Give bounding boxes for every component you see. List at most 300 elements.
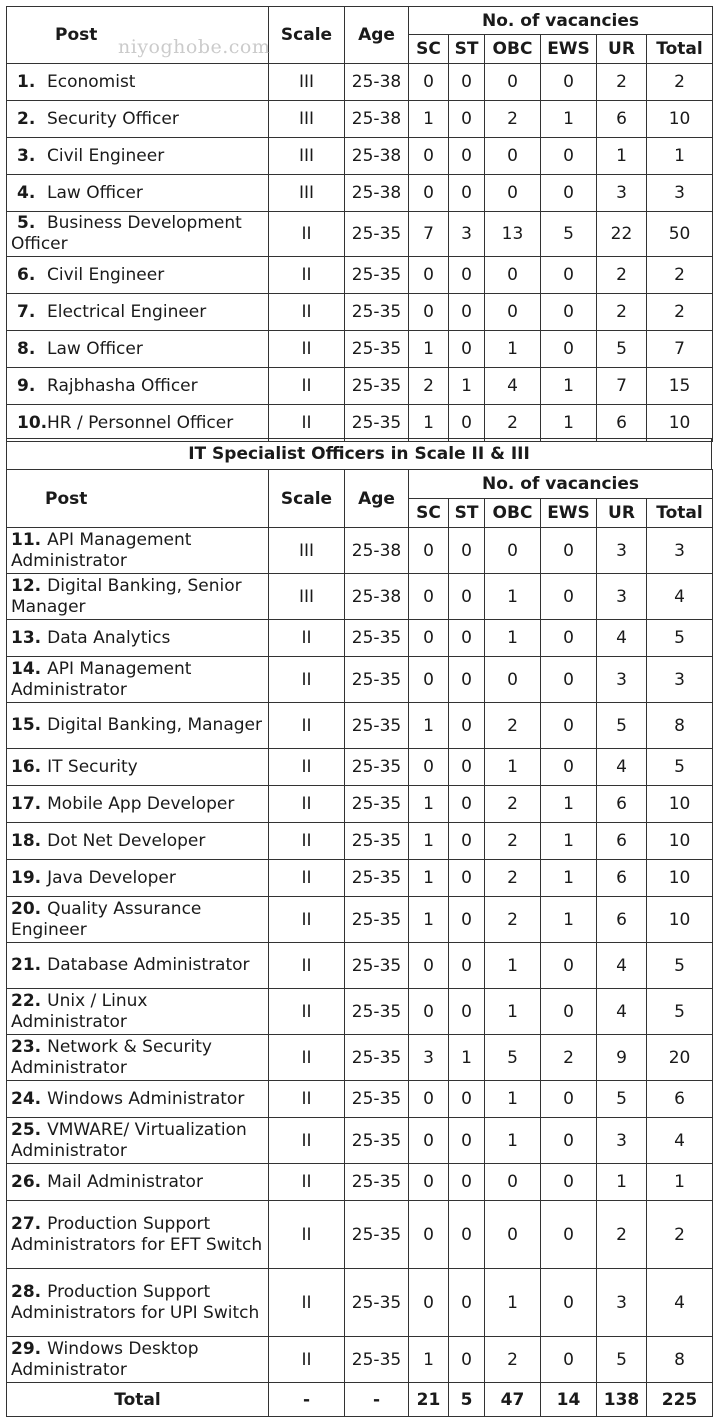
vacancy-cell: 1 [647,1164,713,1201]
post-cell [7,405,269,442]
vacancy-cell: 0 [449,138,485,175]
vacancy-cell: 9 [597,1035,647,1081]
post-name: Windows Desktop Administrator [11,1338,199,1380]
vacancy-cell: 4 [647,1269,713,1337]
table-row [7,294,713,331]
post-name: Quality Assurance Engineer [11,898,202,940]
vacancy-cell: 1 [597,138,647,175]
vacancy-cell: 10 [647,897,713,943]
post-name: Civil Engineer [47,264,165,285]
watermark: niyoghobe.com [118,36,271,58]
post-cell [7,368,269,405]
total-row [7,1383,713,1417]
vacancy-cell: 0 [449,405,485,442]
vacancy-cell: 2 [485,1337,541,1383]
age-cell: 25-35 [345,897,409,943]
age-cell: 25-35 [345,331,409,368]
scale-cell: II [269,897,345,943]
vacancy-cell: 1 [541,860,597,897]
vacancy-cell: 3 [647,657,713,703]
vacancy-cell: 0 [409,657,449,703]
header-category: ST [449,499,485,528]
post-cell [7,574,269,620]
vacancy-cell: 0 [449,257,485,294]
vacancy-cell: 0 [449,1081,485,1118]
table-row [7,1035,713,1081]
table-row [7,64,713,101]
vacancy-cell: 1 [409,860,449,897]
post-cell [7,786,269,823]
vacancy-cell: 4 [597,749,647,786]
total-vacancy-cell: 21 [409,1383,449,1417]
vacancy-cell: 1 [541,786,597,823]
age-cell: 25-35 [345,368,409,405]
vacancy-cell: 5 [597,703,647,749]
table-body [7,528,713,1383]
table-row [7,138,713,175]
vacancy-cell: 6 [647,1081,713,1118]
vacancy-cell: 0 [409,138,449,175]
vacancy-cell: 0 [409,943,449,989]
row-number: 14. [11,658,42,679]
vacancy-cell: 3 [597,1118,647,1164]
vacancy-cell: 0 [449,1164,485,1201]
total-vacancy-cell: 138 [597,1383,647,1417]
age-cell: 25-35 [345,1164,409,1201]
vacancy-cell: 0 [449,574,485,620]
vacancy-cell: 1 [485,1081,541,1118]
table-row [7,1118,713,1164]
vacancy-cell: 2 [647,64,713,101]
vacancy-cell: 1 [485,749,541,786]
total-vacancy-cell: 225 [647,1383,713,1417]
vacancy-cell: 0 [541,1201,597,1269]
row-number: 20. [11,898,42,919]
post-cell [7,989,269,1035]
post-cell [7,101,269,138]
age-cell: 25-38 [345,528,409,574]
post-name: Mail Administrator [47,1171,203,1192]
vacancy-cell: 1 [485,331,541,368]
vacancy-cell: 2 [409,368,449,405]
vacancy-cell: 0 [541,1118,597,1164]
vacancy-cell: 0 [485,175,541,212]
vacancy-cell: 2 [485,860,541,897]
post-cell [7,331,269,368]
header-age: Age [345,470,409,528]
header-category: Total [647,499,713,528]
post-name: API Management Administrator [11,529,192,571]
vacancy-cell: 1 [409,1337,449,1383]
section-title-table [6,438,712,470]
vacancy-cell: 1 [485,620,541,657]
vacancy-cell: 2 [485,703,541,749]
post-name: Security Officer [47,108,179,129]
vacancy-cell: 0 [449,943,485,989]
vacancy-cell: 0 [449,786,485,823]
row-number: 21. [11,955,42,975]
header-category: Total [647,35,713,64]
vacancy-cell: 0 [409,1081,449,1118]
scale-cell: II [269,1201,345,1269]
age-cell: 25-38 [345,101,409,138]
header-vacancies: No. of vacancies [409,470,713,499]
table-row [7,860,713,897]
vacancy-cell: 0 [485,64,541,101]
vacancy-cell: 0 [485,1201,541,1269]
row-number: 13. [11,627,42,648]
scale-cell: III [269,101,345,138]
scale-cell: III [269,528,345,574]
vacancy-cell: 1 [485,989,541,1035]
vacancy-cell: 0 [541,657,597,703]
post-cell [7,823,269,860]
vacancy-cell: 1 [409,786,449,823]
section-title: IT Specialist Officers in Scale II & III [7,439,712,470]
table-row [7,212,713,257]
scale-cell: II [269,657,345,703]
row-number: 5. [17,213,36,233]
age-cell: 25-35 [345,657,409,703]
post-cell [7,620,269,657]
post-name: Civil Engineer [47,145,165,166]
vacancy-cell: 2 [597,1201,647,1269]
vacancy-cell: 1 [449,1035,485,1081]
total-scale: - [269,1383,345,1417]
vacancy-cell: 3 [647,528,713,574]
vacancy-cell: 10 [647,405,713,442]
age-cell: 25-35 [345,294,409,331]
vacancy-cell: 1 [409,703,449,749]
age-cell: 25-35 [345,212,409,257]
post-cell [7,1337,269,1383]
vacancy-cell: 2 [485,823,541,860]
vacancy-cell: 3 [597,528,647,574]
table-row [7,101,713,138]
vacancy-cell: 0 [485,528,541,574]
scale-cell: II [269,620,345,657]
header-post: Post [7,7,269,64]
vacancy-cell: 20 [647,1035,713,1081]
vacancy-cell: 4 [597,620,647,657]
vacancy-cell: 0 [449,703,485,749]
header-category: SC [409,499,449,528]
row-number: 10. [17,412,48,433]
scale-cell: II [269,1164,345,1201]
vacancy-cell: 0 [541,331,597,368]
vacancy-cell: 0 [541,528,597,574]
vacancy-cell: 13 [485,212,541,257]
post-name: Production Support Administrators for UPI Switch [11,1281,260,1323]
vacancy-cell: 2 [647,257,713,294]
row-number: 27. [11,1213,42,1234]
post-cell [7,703,269,749]
vacancy-cell: 0 [449,331,485,368]
vacancy-cell: 0 [541,620,597,657]
vacancy-cell: 0 [485,657,541,703]
vacancy-cell: 0 [541,138,597,175]
vacancy-cell: 0 [449,989,485,1035]
header-category: UR [597,35,647,64]
scale-cell: II [269,405,345,442]
vacancy-cell: 0 [485,138,541,175]
row-number: 16. [11,756,42,777]
vacancy-cell: 0 [541,749,597,786]
scale-cell: II [269,749,345,786]
age-cell: 25-35 [345,860,409,897]
vacancy-cell: 1 [647,138,713,175]
post-cell [7,1081,269,1118]
table-row [7,823,713,860]
vacancy-cell: 1 [541,405,597,442]
header-category: OBC [485,499,541,528]
age-cell: 25-35 [345,1201,409,1269]
vacancy-cell: 10 [647,823,713,860]
table-row [7,257,713,294]
vacancy-cell: 3 [409,1035,449,1081]
vacancy-cell: 8 [647,1337,713,1383]
row-number: 4. [17,182,36,203]
row-number: 2. [17,108,36,129]
age-cell: 25-35 [345,823,409,860]
row-number: 29. [11,1338,42,1359]
header-category: UR [597,499,647,528]
post-name: Economist [47,71,136,92]
post-cell [7,1164,269,1201]
vacancy-cell: 4 [485,368,541,405]
post-name: Production Support Administrators for EFT Switch [11,1213,263,1255]
vacancy-cell: 0 [449,294,485,331]
post-name: Dot Net Developer [47,830,206,851]
post-cell [7,294,269,331]
vacancy-cell: 3 [597,574,647,620]
scale-cell: II [269,1118,345,1164]
vacancy-cell: 1 [409,101,449,138]
post-name: Electrical Engineer [47,301,207,322]
vacancy-cell: 2 [485,405,541,442]
header-category: ST [449,35,485,64]
vacancy-cell: 0 [409,989,449,1035]
table-row [7,331,713,368]
row-number: 9. [17,375,36,396]
row-number: 15. [11,715,42,735]
post-name: Digital Banking, Manager [47,715,262,735]
vacancy-cell: 0 [541,1081,597,1118]
vacancy-table-general [6,6,713,442]
table-row [7,1337,713,1383]
vacancy-cell: 0 [541,943,597,989]
post-cell [7,1201,269,1269]
header-category: EWS [541,35,597,64]
scale-cell: III [269,64,345,101]
post-cell [7,175,269,212]
header-scale: Scale [269,470,345,528]
post-name: API Management Administrator [11,658,192,700]
vacancy-cell: 0 [541,989,597,1035]
total-vacancy-cell: 47 [485,1383,541,1417]
vacancy-cell: 0 [409,175,449,212]
post-name: HR / Personnel Officer [47,412,234,433]
vacancy-cell: 3 [647,175,713,212]
scale-cell: II [269,257,345,294]
vacancy-cell: 1 [541,101,597,138]
vacancy-cell: 7 [597,368,647,405]
row-number: 19. [11,867,42,888]
scale-cell: II [269,1269,345,1337]
table-row [7,574,713,620]
vacancy-cell: 4 [597,943,647,989]
vacancy-cell: 1 [409,405,449,442]
vacancy-cell: 0 [449,823,485,860]
vacancy-cell: 5 [597,1081,647,1118]
scale-cell: II [269,212,345,257]
table-row [7,657,713,703]
vacancy-cell: 0 [449,64,485,101]
vacancy-cell: 0 [409,294,449,331]
age-cell: 25-35 [345,1118,409,1164]
vacancy-cell: 0 [485,1164,541,1201]
row-number: 23. [11,1036,42,1057]
vacancy-cell: 0 [541,703,597,749]
table-row [7,405,713,442]
vacancy-cell: 3 [597,657,647,703]
table-row [7,1201,713,1269]
row-number: 6. [17,264,36,285]
age-cell: 25-38 [345,138,409,175]
table-row [7,897,713,943]
vacancy-cell: 0 [449,657,485,703]
post-cell [7,943,269,989]
vacancy-cell: 5 [647,943,713,989]
vacancy-cell: 1 [485,1269,541,1337]
table-row [7,175,713,212]
row-number: 26. [11,1171,42,1192]
row-number: 7. [17,301,36,322]
vacancy-cell: 1 [597,1164,647,1201]
table-row [7,703,713,749]
post-cell [7,212,269,257]
post-cell [7,749,269,786]
vacancy-cell: 1 [409,897,449,943]
age-cell: 25-35 [345,1337,409,1383]
vacancy-cell: 1 [449,368,485,405]
vacancy-cell: 0 [541,64,597,101]
scale-cell: II [269,294,345,331]
scale-cell: III [269,175,345,212]
vacancy-cell: 0 [541,574,597,620]
vacancy-cell: 1 [541,368,597,405]
post-name: Law Officer [47,182,143,203]
scale-cell: II [269,703,345,749]
row-number: 25. [11,1119,42,1140]
vacancy-cell: 15 [647,368,713,405]
vacancy-cell: 5 [597,1337,647,1383]
vacancy-cell: 4 [597,989,647,1035]
age-cell: 25-35 [345,405,409,442]
vacancy-cell: 2 [597,257,647,294]
vacancy-cell: 5 [647,749,713,786]
vacancy-cell: 5 [647,989,713,1035]
post-name: Business Development Officer [11,213,242,254]
scale-cell: II [269,823,345,860]
vacancy-cell: 2 [485,786,541,823]
vacancy-cell: 5 [485,1035,541,1081]
scale-cell: II [269,1337,345,1383]
vacancy-cell: 2 [485,101,541,138]
scale-cell: II [269,786,345,823]
vacancy-cell: 0 [541,175,597,212]
vacancy-cell: 1 [409,331,449,368]
vacancy-cell: 1 [485,574,541,620]
vacancy-cell: 6 [597,786,647,823]
post-name: Network & Security Administrator [11,1036,212,1078]
total-vacancy-cell: 14 [541,1383,597,1417]
vacancy-table-it [6,469,713,1417]
age-cell: 25-35 [345,1035,409,1081]
vacancy-cell: 6 [597,823,647,860]
scale-cell: III [269,574,345,620]
total-vacancy-cell: 5 [449,1383,485,1417]
table-row [7,620,713,657]
scale-cell: II [269,1035,345,1081]
table-row [7,1164,713,1201]
post-name: Rajbhasha Officer [47,375,198,396]
post-name: Mobile App Developer [47,793,235,814]
scale-cell: III [269,138,345,175]
age-cell: 25-35 [345,703,409,749]
post-cell [7,64,269,101]
vacancy-cell: 0 [409,1164,449,1201]
post-name: Database Administrator [47,955,250,975]
post-name: IT Security [47,756,138,777]
vacancy-cell: 3 [597,175,647,212]
vacancy-cell: 5 [647,620,713,657]
age-cell: 25-35 [345,989,409,1035]
post-name: Windows Administrator [47,1088,245,1109]
vacancy-cell: 7 [647,331,713,368]
row-number: 17. [11,793,42,814]
vacancy-cell: 0 [449,1269,485,1337]
vacancy-cell: 10 [647,860,713,897]
vacancy-cell: 0 [449,749,485,786]
vacancy-cell: 0 [409,257,449,294]
post-cell [7,528,269,574]
scale-cell: II [269,1081,345,1118]
post-cell [7,657,269,703]
vacancy-cell: 0 [449,101,485,138]
vacancy-cell: 0 [409,1118,449,1164]
vacancy-cell: 0 [409,749,449,786]
vacancy-cell: 5 [541,212,597,257]
total-label: Total [7,1383,269,1417]
vacancy-cell: 7 [409,212,449,257]
header-category: SC [409,35,449,64]
vacancy-cell: 1 [541,823,597,860]
vacancy-cell: 1 [485,943,541,989]
post-cell [7,257,269,294]
vacancy-cell: 0 [409,574,449,620]
vacancy-cell: 0 [541,1269,597,1337]
vacancy-cell: 2 [541,1035,597,1081]
post-name: Java Developer [47,867,176,888]
vacancy-cell: 0 [409,620,449,657]
vacancy-cell: 2 [485,897,541,943]
vacancy-cell: 2 [647,1201,713,1269]
vacancy-cell: 0 [541,1164,597,1201]
vacancy-cell: 0 [449,1118,485,1164]
vacancy-cell: 0 [449,860,485,897]
post-name: VMWARE/ Virtualization Administrator [11,1119,247,1161]
